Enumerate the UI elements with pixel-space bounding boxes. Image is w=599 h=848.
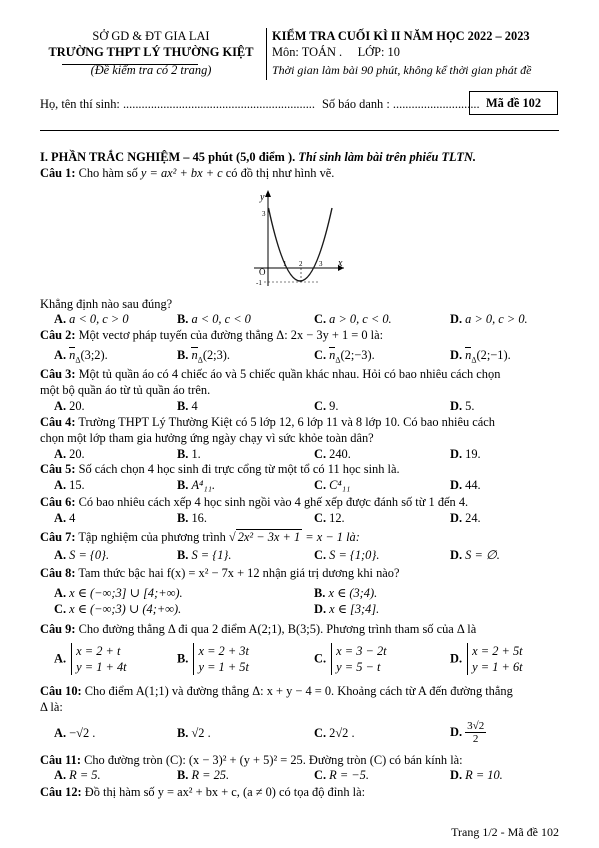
q11-option-d[interactable]: D. R = 10.	[450, 768, 503, 782]
q11-label: Câu 11:	[40, 753, 81, 767]
q1-text-a: Cho hàm số	[78, 166, 138, 180]
q11-option-a[interactable]: A. R = 5.	[54, 768, 101, 782]
q8-options-row2	[40, 602, 559, 618]
q6-option-b[interactable]: B. 16.	[177, 511, 207, 525]
q10-text: Cho điểm A(1;1) và đường thẳng Δ: x + y − 4 = 0. Khoảng cách từ A đến đường thẳng	[84, 684, 513, 698]
q1-option-a[interactable]: A. a < 0, c > 0	[54, 312, 129, 326]
tick-x-2: 2	[299, 260, 303, 268]
page-footer: Trang 1/2 - Mã đề 102	[451, 825, 559, 839]
q5-option-d[interactable]: D. 44.	[450, 478, 481, 492]
student-id-line: Số báo danh : ............................	[322, 97, 480, 111]
q5-option-c[interactable]: C. C⁴₁₁	[314, 478, 351, 492]
q11-option-c[interactable]: C. R = −5.	[314, 768, 369, 782]
q3-option-d[interactable]: D. 5.	[450, 399, 475, 413]
q4-option-d[interactable]: D. 19.	[450, 447, 481, 461]
q7-option-d[interactable]: D. S = ∅.	[450, 548, 500, 562]
exam-title: KIỂM TRA CUỐI KÌ II NĂM HỌC 2022 – 2023	[272, 29, 530, 43]
section-note: Thí sinh làm bài trên phiếu TLTN.	[295, 150, 477, 164]
tick-y-minus-1: -1	[256, 279, 262, 287]
q2-option-d[interactable]: D. $n_\Delta(2;-1)$.	[450, 348, 511, 365]
question-7	[40, 530, 559, 545]
q8-label: Câu 8:	[40, 566, 76, 580]
q7-option-c[interactable]: C. S = {1;0}.	[314, 548, 380, 562]
q1-prompt: Khẳng định nào sau đúng?	[40, 297, 173, 311]
q3-text-2: một bộ quần áo từ tủ quần áo trên.	[40, 383, 211, 397]
q1-text-b: có đồ thị như hình vẽ.	[225, 166, 335, 180]
q11-option-b[interactable]: B. R = 25.	[177, 768, 230, 782]
q4-option-b[interactable]: B. 1.	[177, 447, 201, 461]
q8-text: Tam thức bậc hai f(x) = x² − 7x + 12 nhận giá trị dương khi nào?	[78, 566, 400, 580]
q1-options	[40, 312, 559, 328]
q10-option-b[interactable]: B. √2 .	[177, 726, 211, 740]
q1-formula: y = ax² + bx + c	[140, 166, 223, 180]
q2-text: Một vectơ pháp tuyến của đường thẳng Δ: 2x − 3y + 1 = 0 là:	[78, 328, 384, 342]
q4-option-c[interactable]: C. 240.	[314, 447, 351, 461]
q2-label: Câu 2:	[40, 328, 76, 342]
q8-option-b[interactable]: B. x ∈ (3;4).	[314, 586, 378, 600]
q10-options	[40, 720, 559, 750]
q9-option-a[interactable]: A. x = 2 + t y = 1 + 4t	[54, 644, 127, 675]
question-10	[40, 684, 559, 699]
q7-label: Câu 7:	[40, 530, 76, 544]
q7-options	[40, 548, 559, 564]
q4-label: Câu 4:	[40, 415, 76, 429]
exam-code-box: Mã đề 102	[469, 91, 558, 115]
q8-option-a[interactable]: A. x ∈ (−∞;3] ∪ [4;+∞).	[54, 586, 183, 600]
question-4	[40, 415, 559, 430]
q3-option-a[interactable]: A. 20.	[54, 399, 85, 413]
q6-text: Có bao nhiêu cách xếp 4 học sinh ngồi vào 4 ghế xếp được đánh số từ 1 đến 4.	[78, 495, 469, 509]
q1-option-b[interactable]: B. a < 0, c < 0	[177, 312, 251, 326]
q3-option-b[interactable]: B. 4	[177, 399, 198, 413]
pages-note: (Đề kiểm tra có 2 trang)	[90, 63, 212, 77]
q2-option-a[interactable]: A. $n_\Delta(3;2)$.	[54, 348, 108, 365]
q1-option-d[interactable]: D. a > 0, c > 0.	[450, 312, 528, 326]
header-rule	[40, 130, 559, 131]
tick-x-1: 1	[283, 260, 287, 268]
question-2	[40, 328, 559, 343]
q7-text-a: Tập nghiệm của phương trình	[78, 530, 226, 544]
q9-label: Câu 9:	[40, 622, 76, 636]
q8-options-row1	[40, 586, 559, 602]
q4-option-a[interactable]: A. 20.	[54, 447, 85, 461]
q6-option-d[interactable]: D. 24.	[450, 511, 481, 525]
section-title-text: I. PHẦN TRẮC NGHIỆM – 45 phút (5,0 điểm ).	[40, 150, 296, 164]
q9-options	[40, 643, 559, 679]
q1-option-c[interactable]: C. a > 0, c < 0.	[314, 312, 392, 326]
q2-option-b[interactable]: B. $n_\Delta(2;3)$.	[177, 348, 231, 365]
parabola-curve	[269, 208, 333, 281]
q9-option-d[interactable]: D. x = 2 + 5t y = 1 + 6t	[450, 644, 523, 675]
question-11	[40, 753, 559, 768]
q2-option-c[interactable]: C. $n_\Delta(2;-3)$.	[314, 348, 375, 365]
q5-option-b[interactable]: B. A⁴₁₁.	[177, 478, 216, 492]
question-12	[40, 785, 559, 800]
q7-sqrt: √ 2x² − 3x + 1	[228, 530, 301, 544]
q4-text-2: chọn một lớp tham gia hưởng ứng ngày chạy vì sức khỏe toàn dân?	[40, 431, 374, 445]
tick-x-3: 3	[319, 260, 323, 268]
q4-text: Trường THPT Lý Thường Kiệt có 5 lớp 12, 6 lớp 11 và 8 lớp 10. Có bao nhiêu cách	[78, 415, 495, 429]
school-name: TRƯỜNG THPT LÝ THƯỜNG KIỆT	[48, 45, 254, 59]
q6-options	[40, 511, 559, 527]
q10-label: Câu 10:	[40, 684, 82, 698]
origin-label: O	[259, 267, 266, 277]
q9-option-c[interactable]: C. x = 3 − 2t y = 5 − t	[314, 644, 387, 675]
q12-text: Đồ thị hàm số y = ax² + bx + c, (a ≠ 0) có tọa độ đỉnh là:	[84, 785, 366, 799]
q3-options	[40, 399, 559, 415]
q10-option-a[interactable]: A. −√2 .	[54, 726, 96, 740]
q8-option-c[interactable]: C. x ∈ (−∞;3) ∪ (4;+∞).	[54, 602, 182, 616]
question-9	[40, 622, 559, 637]
header-divider	[266, 28, 267, 80]
q7-option-a[interactable]: A. S = {0}.	[54, 548, 110, 562]
q11-options	[40, 768, 559, 784]
tick-y-3: 3	[262, 210, 266, 218]
q5-label: Câu 5:	[40, 462, 76, 476]
q10-option-d[interactable]: D. $\frac{3√2}{2}$	[450, 720, 485, 746]
question-1	[40, 166, 559, 181]
exam-time: Thời gian làm bài 90 phút, không kể thời gian phát đề	[272, 63, 532, 77]
question-3	[40, 367, 559, 382]
q12-label: Câu 12:	[40, 785, 82, 799]
q1-parabola-graph	[250, 186, 350, 292]
q4-options	[40, 447, 559, 463]
q8-option-d[interactable]: D. x ∈ [3;4].	[314, 602, 380, 616]
question-6	[40, 495, 559, 510]
y-axis-label: y	[260, 192, 265, 203]
section-title	[40, 150, 559, 165]
q3-option-c[interactable]: C. 9.	[314, 399, 339, 413]
q10-option-c[interactable]: C. 2√2 .	[314, 726, 355, 740]
q6-label: Câu 6:	[40, 495, 76, 509]
q5-options	[40, 478, 559, 494]
q3-label: Câu 3:	[40, 367, 76, 381]
q1-label: Câu 1:	[40, 166, 76, 180]
x-axis-label: x	[338, 258, 343, 269]
q5-option-a[interactable]: A. 15.	[54, 478, 85, 492]
q7-option-b[interactable]: B. S = {1}.	[177, 548, 232, 562]
q3-text: Một tủ quần áo có 4 chiếc áo và 5 chiếc quần khác nhau. Hỏi có bao nhiêu cách chọn	[78, 367, 501, 381]
q2-options	[40, 347, 559, 363]
y-axis-arrow	[265, 190, 271, 197]
student-name-line: Họ, tên thí sinh: ..............................................................	[40, 97, 316, 111]
q5-text: Số cách chọn 4 học sinh đi trực cổng từ một tổ có 11 học sinh là.	[78, 462, 400, 476]
q6-option-a[interactable]: A. 4	[54, 511, 76, 525]
q10-text-2: Δ là:	[40, 700, 63, 714]
q11-text: Cho đường tròn (C): (x − 3)² + (y + 5)² = 25. Đường tròn (C) có bán kính là:	[84, 753, 463, 767]
q9-option-b[interactable]: B. x = 2 + 3t y = 1 + 5t	[177, 644, 249, 675]
question-5	[40, 462, 559, 477]
q7-text-b: = x − 1 là:	[305, 530, 360, 544]
question-8	[40, 566, 559, 581]
exam-subject: Môn: TOÁN . LỚP: 10	[272, 45, 400, 59]
q9-text: Cho đường thẳng Δ đi qua 2 điểm A(2;1), B(3;5). Phương trình tham số của Δ là	[78, 622, 477, 636]
dept-name: SỞ GD & ĐT GIA LAI	[92, 29, 210, 43]
q6-option-c[interactable]: C. 12.	[314, 511, 345, 525]
